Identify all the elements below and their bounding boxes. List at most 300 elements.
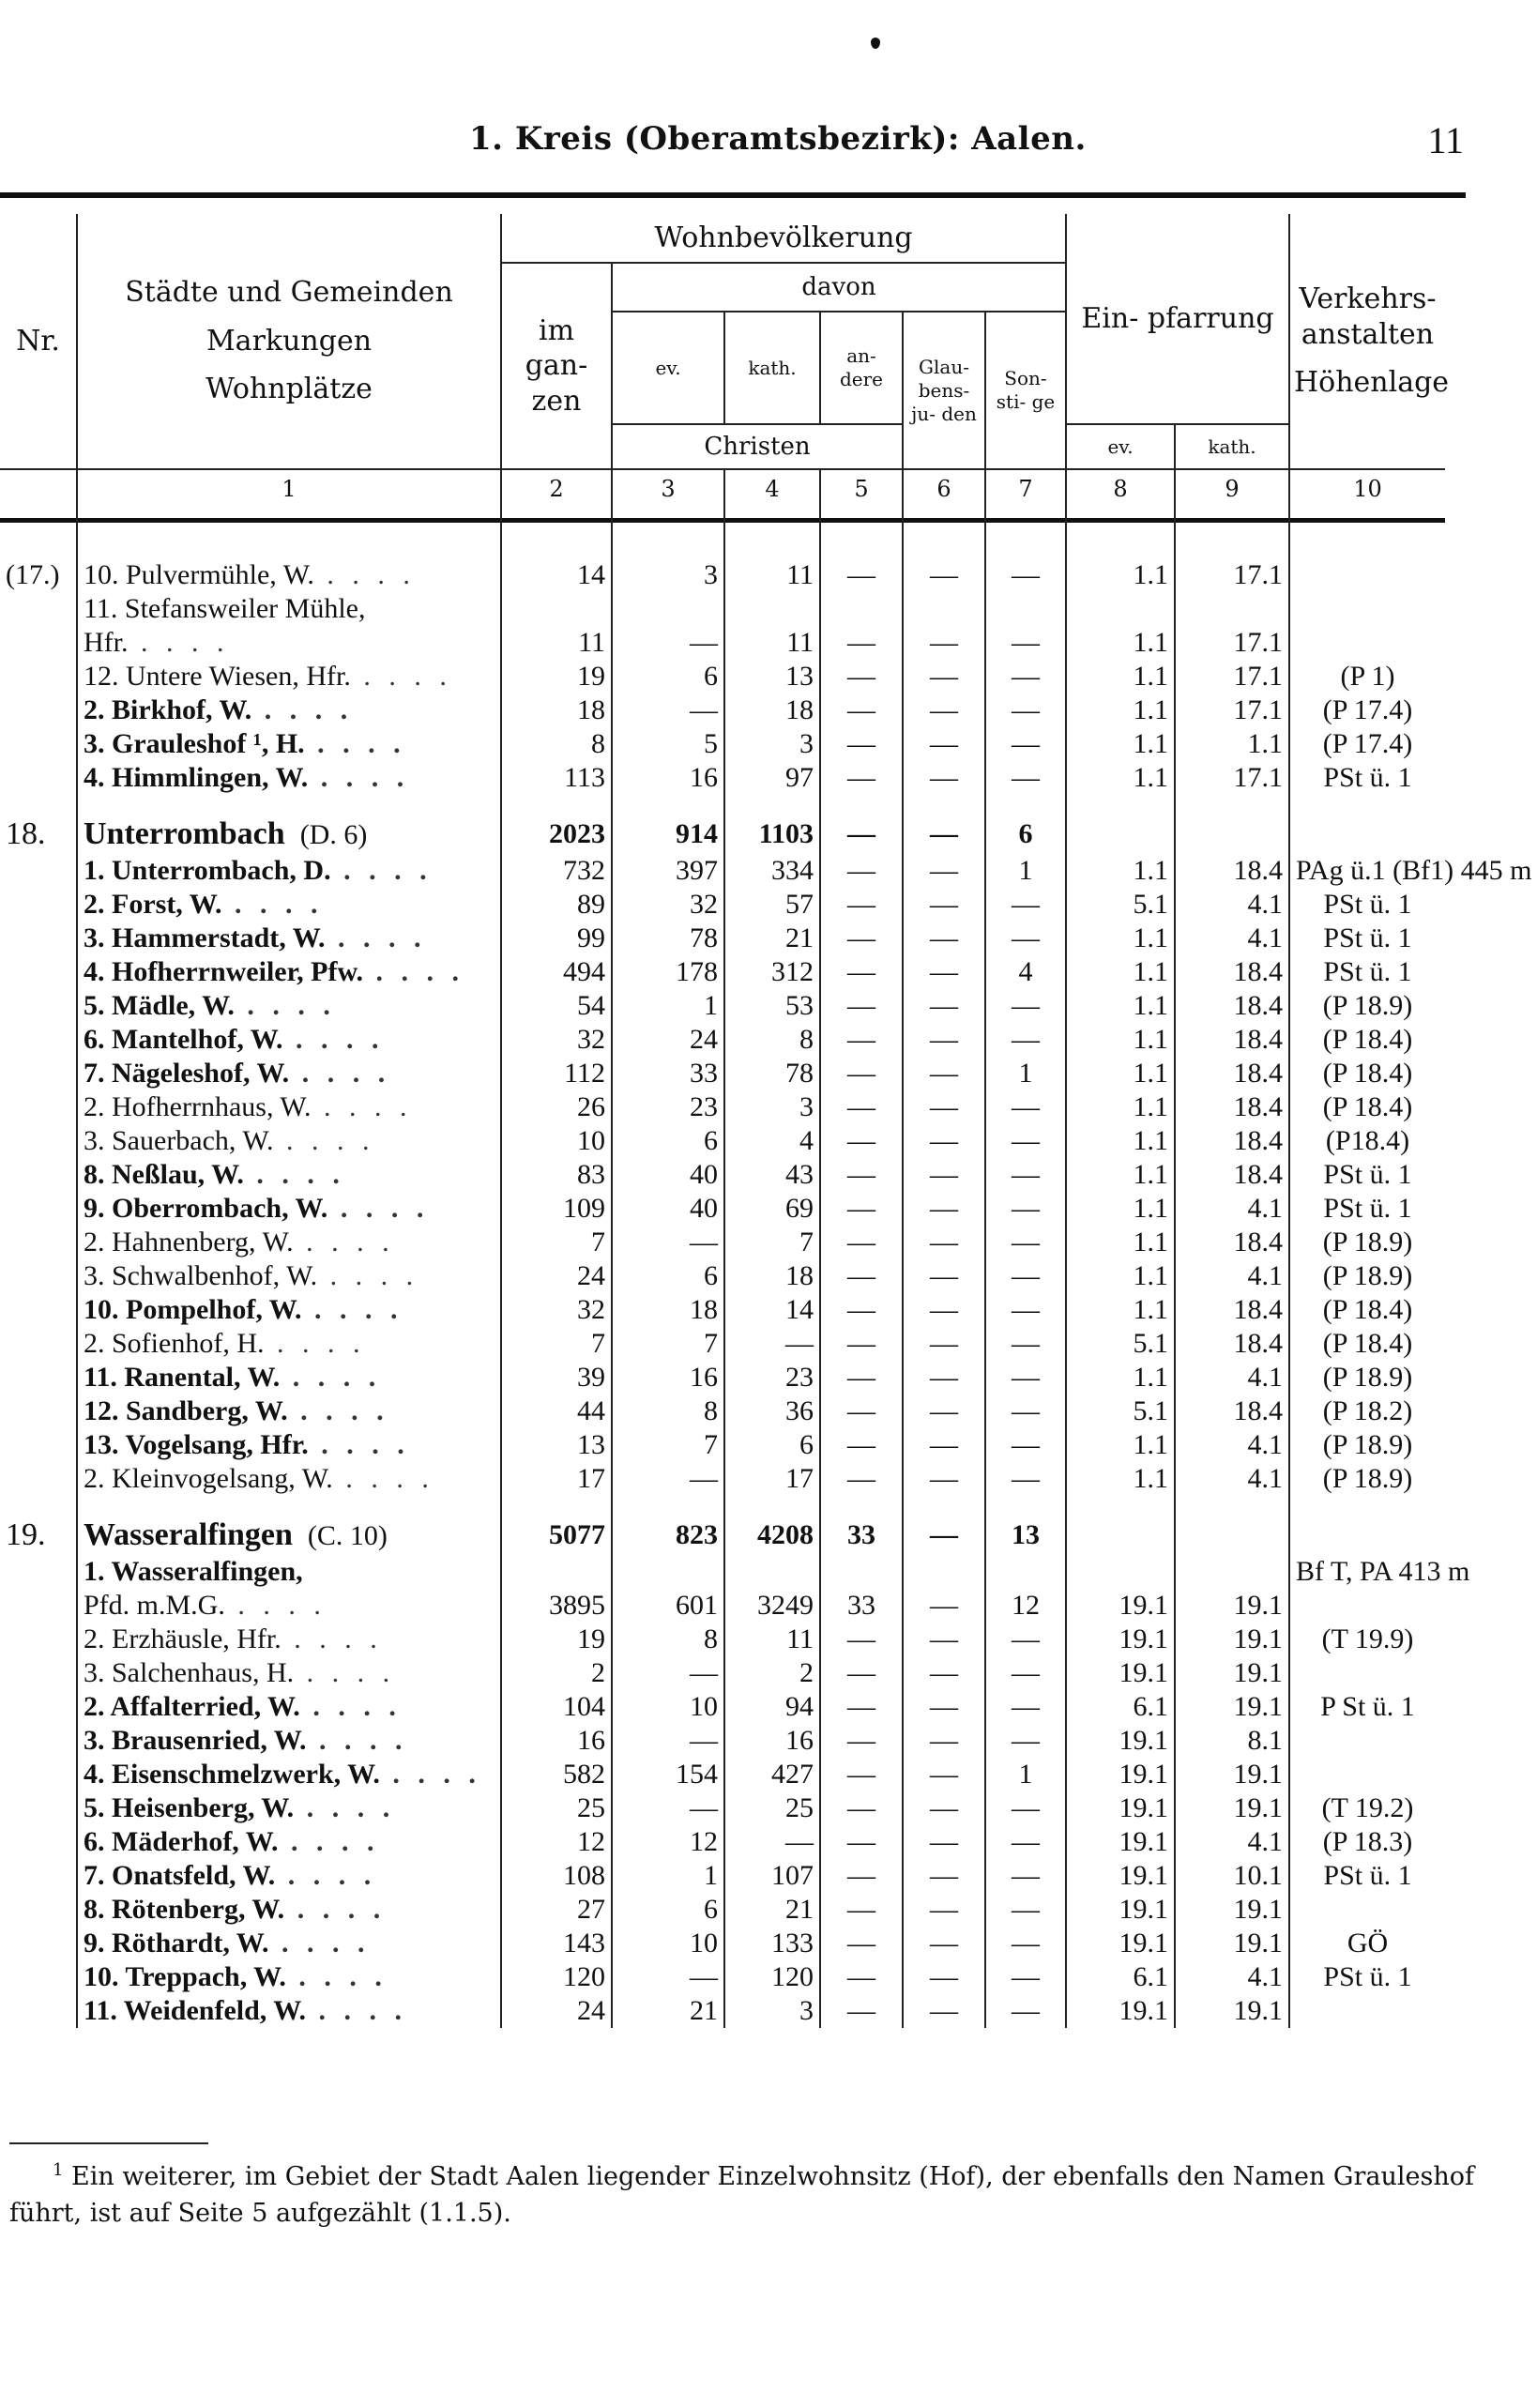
cell-sonst (985, 592, 1066, 626)
place-name: 4. Hofherrnweiler, Pfw. (84, 955, 363, 987)
cell-name (77, 1496, 501, 1555)
cell-verk: PSt ü. 1 (1289, 1859, 1445, 1893)
cell-nr: (17.) (6, 559, 60, 590)
table-row (0, 888, 1445, 922)
cell-ev: 154 (612, 1758, 724, 1791)
cell-pev (1066, 795, 1175, 854)
cell-andere: — (820, 888, 903, 922)
cell-sonst: — (985, 1893, 1066, 1927)
cell-juden: — (903, 1589, 985, 1623)
cell-ev: 3 (612, 508, 724, 592)
place-name: 7. Nägeleshof, W. (84, 1057, 290, 1089)
cell-ganzen: 27 (501, 1893, 612, 1927)
col-verkehr (1289, 214, 1450, 469)
cell-ev: 178 (612, 955, 724, 989)
cell-verk: PAg ü.1 (Bf1) 445 m (1289, 854, 1445, 888)
cell-juden: — (903, 508, 985, 592)
cell-juden: — (903, 1496, 985, 1555)
cell-andere: — (820, 1124, 903, 1158)
cell-verk (1289, 1893, 1445, 1927)
cell-sonst: — (985, 1428, 1066, 1462)
cell-sonst: — (985, 888, 1066, 922)
cell-name (77, 1293, 501, 1327)
cell-name (77, 1656, 501, 1690)
cell-pkath: 19.1 (1175, 1994, 1289, 2028)
cell-kath: 11 (724, 508, 820, 592)
col-einpf-ev: ev. (1066, 424, 1175, 469)
cell-verk: (P 18.9) (1289, 1462, 1445, 1496)
cell-juden: — (903, 1057, 985, 1090)
cell-ganzen (501, 592, 612, 626)
cell-juden: — (903, 1361, 985, 1395)
cell-name (77, 888, 501, 922)
cell-sonst: — (985, 1395, 1066, 1428)
cell-juden: — (903, 727, 985, 761)
cell-sonst: — (985, 727, 1066, 761)
cell-sonst: — (985, 1023, 1066, 1057)
cell-kath: — (724, 1327, 820, 1361)
cell-kath: 17 (724, 1462, 820, 1496)
col-names (77, 214, 501, 469)
leader-dots: . . . . (327, 1192, 430, 1224)
table-row (0, 1462, 1445, 1496)
cell-ev: 6 (612, 1259, 724, 1293)
cell-sonst: — (985, 1158, 1066, 1192)
place-name: 2. Hahnenberg, W. (84, 1226, 294, 1257)
cell-nr (0, 693, 77, 727)
cell-name (77, 955, 501, 989)
cell-verk (1289, 1589, 1445, 1623)
cell-sonst: — (985, 1724, 1066, 1758)
table-row (0, 693, 1445, 727)
table-row (0, 1327, 1445, 1361)
leader-dots: . . . . (264, 1327, 366, 1359)
cell-sonst: — (985, 1192, 1066, 1226)
cell-ev: 1 (612, 989, 724, 1023)
table-row (0, 1158, 1445, 1192)
cell-sonst: — (985, 1927, 1066, 1960)
col-christen: Christen (612, 424, 903, 469)
cell-ev: — (612, 1724, 724, 1758)
cell-name (77, 854, 501, 888)
cell-verk: P St ü. 1 (1289, 1690, 1445, 1724)
colnum-8: 8 (1066, 469, 1175, 508)
cell-kath: 78 (724, 1057, 820, 1090)
cell-nr (0, 1057, 77, 1090)
col-einpfarrung: Ein- pfarrung (1066, 214, 1289, 424)
cell-pev: 19.1 (1066, 1724, 1175, 1758)
cell-name (77, 508, 501, 592)
cell-andere: — (820, 1893, 903, 1927)
cell-verk: PSt ü. 1 (1289, 1158, 1445, 1192)
colnum-1: 1 (77, 469, 501, 508)
cell-pkath: 17.1 (1175, 626, 1289, 660)
cell-pev: 1.1 (1066, 693, 1175, 727)
cell-andere: — (820, 1428, 903, 1462)
table-row (0, 1927, 1445, 1960)
cell-sonst: — (985, 1090, 1066, 1124)
cell-juden: — (903, 1395, 985, 1428)
place-name: 3. Brausenried, W. (84, 1724, 307, 1756)
cell-kath: 1103 (724, 795, 820, 854)
cell-nr (0, 761, 77, 795)
cell-nr (0, 1158, 77, 1192)
cell-name (77, 1994, 501, 2028)
place-name: Unterrombach (84, 816, 285, 851)
footnote (9, 2158, 1483, 2232)
cell-verk: (P 18.9) (1289, 989, 1445, 1023)
cell-pkath: 10.1 (1175, 1859, 1289, 1893)
colnum-3: 3 (612, 469, 724, 508)
place-name: 11. Stefansweiler Mühle, (84, 593, 366, 624)
cell-kath: 3249 (724, 1589, 820, 1623)
place-name: Hfr. (84, 627, 129, 658)
cell-sonst: — (985, 1960, 1066, 1994)
table-row (0, 1555, 1445, 1589)
cell-sonst: — (985, 1994, 1066, 2028)
table-row (0, 1791, 1445, 1825)
leader-dots: . . . . (282, 1023, 385, 1055)
region-code: (C. 10) (307, 1519, 388, 1551)
cell-juden: — (903, 660, 985, 693)
cell-kath: 43 (724, 1158, 820, 1192)
place-name: Pfd. m.M.G. (84, 1589, 225, 1621)
table-row (0, 1428, 1445, 1462)
cell-pev: 19.1 (1066, 1859, 1175, 1893)
cell-verk (1289, 1724, 1445, 1758)
cell-ganzen: 2 (501, 1656, 612, 1690)
cell-verk: (P 18.4) (1289, 1057, 1445, 1090)
cell-pev: 5.1 (1066, 1327, 1175, 1361)
cell-pev: 5.1 (1066, 1395, 1175, 1428)
cell-name (77, 1859, 501, 1893)
table-body (0, 508, 1532, 2028)
cell-juden: — (903, 1293, 985, 1327)
cell-nr: 18. (6, 816, 46, 851)
cell-sonst: 4 (985, 955, 1066, 989)
place-name: 11. Ranental, W. (84, 1361, 281, 1393)
cell-juden: — (903, 1724, 985, 1758)
cell-kath: 3 (724, 1994, 820, 2028)
leader-dots: . . . . (306, 1724, 408, 1756)
cell-kath: 36 (724, 1395, 820, 1428)
cell-name (77, 592, 501, 626)
cell-andere: — (820, 1259, 903, 1293)
cell-verk (1289, 1758, 1445, 1791)
cell-kath: 133 (724, 1927, 820, 1960)
cell-ev: — (612, 1226, 724, 1259)
cell-andere: — (820, 955, 903, 989)
leader-dots: . . . . (293, 1226, 395, 1257)
leader-dots: . . . . (304, 728, 406, 759)
column-numbers (0, 469, 1445, 508)
leader-dots: . . . . (332, 1462, 434, 1494)
table-row (0, 1724, 1445, 1758)
footnote-marker: 1 (53, 2160, 64, 2180)
cell-sonst: — (985, 1623, 1066, 1656)
cell-ganzen: 7 (501, 1327, 612, 1361)
cell-ev: 6 (612, 660, 724, 693)
cell-kath: 427 (724, 1758, 820, 1791)
cell-kath: 4 (724, 1124, 820, 1158)
cell-pev: 1.1 (1066, 1158, 1175, 1192)
cell-pkath: 18.4 (1175, 1327, 1289, 1361)
cell-pkath: 1.1 (1175, 727, 1289, 761)
place-name: Wasseralfingen (84, 1516, 293, 1552)
col-staedte: Städte und Gemeinden (125, 276, 453, 310)
table-row (0, 1758, 1445, 1791)
cell-andere: — (820, 761, 903, 795)
cell-juden: — (903, 1859, 985, 1893)
census-table (0, 214, 1532, 2028)
col-hoehenlage: Höhenlage (1294, 366, 1450, 400)
cell-pev: 1.1 (1066, 1462, 1175, 1496)
cell-andere: — (820, 1690, 903, 1724)
cell-pev (1066, 592, 1175, 626)
table-row (0, 761, 1445, 795)
cell-ev: 40 (612, 1158, 724, 1192)
cell-name (77, 795, 501, 854)
place-name: 10. Pompelhof, W. (84, 1293, 302, 1325)
cell-verk: (P 18.4) (1289, 1327, 1445, 1361)
cell-ganzen: 109 (501, 1192, 612, 1226)
leader-dots: . . . . (313, 559, 416, 590)
cell-name (77, 761, 501, 795)
cell-ev: 6 (612, 1124, 724, 1158)
cell-juden: — (903, 922, 985, 955)
table-row (0, 1589, 1445, 1623)
cell-pev: 1.1 (1066, 626, 1175, 660)
cell-sonst: 6 (985, 795, 1066, 854)
cell-kath: 6 (724, 1428, 820, 1462)
place-name: 9. Oberrombach, W. (84, 1192, 328, 1224)
cell-kath: 8 (724, 1023, 820, 1057)
cell-juden: — (903, 1428, 985, 1462)
cell-name (77, 1690, 501, 1724)
colnum-blank (0, 469, 77, 508)
cell-juden: — (903, 1927, 985, 1960)
cell-andere: — (820, 795, 903, 854)
cell-ganzen (501, 1555, 612, 1589)
cell-nr (0, 1825, 77, 1859)
place-name: 3. Grauleshof ¹, H. (84, 728, 305, 759)
leader-dots: . . . . (251, 694, 354, 725)
cell-nr (0, 1758, 77, 1791)
cell-andere: — (820, 1960, 903, 1994)
table-row (0, 508, 1445, 592)
leader-dots: . . . . (294, 1656, 396, 1688)
leader-dots: . . . . (330, 854, 433, 886)
cell-nr: 19. (6, 1516, 46, 1552)
leader-dots: . . . . (306, 1994, 408, 2026)
leader-dots: . . . . (234, 989, 336, 1021)
cell-sonst: — (985, 1462, 1066, 1496)
cell-sonst: 1 (985, 854, 1066, 888)
cell-ganzen: 18 (501, 693, 612, 727)
cell-name (77, 1893, 501, 1927)
cell-juden: — (903, 1158, 985, 1192)
place-name: 5. Mädle, W. (84, 989, 235, 1021)
cell-andere: — (820, 626, 903, 660)
table-row (0, 1623, 1445, 1656)
cell-andere: — (820, 1623, 903, 1656)
cell-name (77, 1724, 501, 1758)
cell-andere: — (820, 660, 903, 693)
top-rule (0, 192, 1466, 198)
leader-dots: . . . . (221, 888, 324, 920)
cell-kath: 7 (724, 1226, 820, 1259)
cell-nr (0, 922, 77, 955)
cell-pev: 1.1 (1066, 1124, 1175, 1158)
table-row (0, 660, 1445, 693)
place-name: 2. Forst, W. (84, 888, 222, 920)
table-row (0, 1192, 1445, 1226)
cell-juden: — (903, 761, 985, 795)
cell-juden: — (903, 1462, 985, 1496)
cell-pkath: 18.4 (1175, 1226, 1289, 1259)
leader-dots: . . . . (281, 1623, 383, 1654)
page-header (0, 113, 1537, 169)
cell-ganzen: 494 (501, 955, 612, 989)
cell-pev: 1.1 (1066, 854, 1175, 888)
cell-juden: — (903, 955, 985, 989)
cell-pkath: 4.1 (1175, 1428, 1289, 1462)
cell-sonst: — (985, 761, 1066, 795)
table-row (0, 592, 1445, 626)
table-row (0, 1960, 1445, 1994)
cell-ganzen: 143 (501, 1927, 612, 1960)
cell-sonst: — (985, 1825, 1066, 1859)
cell-juden: — (903, 1791, 985, 1825)
cell-nr (0, 1395, 77, 1428)
cell-andere: — (820, 1927, 903, 1960)
cell-ev: 23 (612, 1090, 724, 1124)
col-kath: kath. (724, 312, 820, 424)
cell-ganzen: 8 (501, 727, 612, 761)
cell-ganzen: 14 (501, 508, 612, 592)
cell-andere: — (820, 1791, 903, 1825)
region-code: (D. 6) (299, 819, 368, 850)
colnum-2: 2 (501, 469, 612, 508)
cell-nr (0, 888, 77, 922)
table-row (0, 1226, 1445, 1259)
cell-pkath: 18.4 (1175, 1124, 1289, 1158)
cell-pkath: 19.1 (1175, 1893, 1289, 1927)
place-name: 1. Wasseralfingen, (84, 1555, 303, 1587)
cell-nr (0, 1690, 77, 1724)
col-ev: ev. (612, 312, 724, 424)
leader-dots: . . . . (325, 922, 427, 953)
cell-nr (0, 1927, 77, 1960)
cell-verk: (P18.4) (1289, 1124, 1445, 1158)
cell-verk: PSt ü. 1 (1289, 761, 1445, 795)
leader-dots: . . . . (294, 1791, 396, 1823)
colnum-7: 7 (985, 469, 1066, 508)
cell-juden: — (903, 1124, 985, 1158)
cell-pkath: 18.4 (1175, 1293, 1289, 1327)
cell-verk: PSt ü. 1 (1289, 1192, 1445, 1226)
cell-ganzen: 39 (501, 1361, 612, 1395)
col-einpf-kath: kath. (1175, 424, 1289, 469)
cell-pkath: 4.1 (1175, 1825, 1289, 1859)
cell-nr (0, 1589, 77, 1623)
place-name: 2. Kleinvogelsang, W. (84, 1462, 333, 1494)
cell-name (77, 727, 501, 761)
cell-name (77, 626, 501, 660)
cell-kath: 107 (724, 1859, 820, 1893)
cell-juden: — (903, 1259, 985, 1293)
footnote-text: Ein weiterer, im Gebiet der Stadt Aalen liegender Einzelwohnsitz (Hof), der ebenfalls den Namen Grauleshof führt, ist auf Seite 5 aufgezählt (1.1.5). (9, 2162, 1475, 2229)
cell-sonst: — (985, 1226, 1066, 1259)
place-name: 3. Hammerstadt, W. (84, 922, 326, 953)
cell-verk (1289, 795, 1445, 854)
cell-sonst: — (985, 1327, 1066, 1361)
cell-name (77, 1791, 501, 1825)
cell-name (77, 1057, 501, 1090)
cell-pkath: 17.1 (1175, 660, 1289, 693)
cell-nr (0, 1623, 77, 1656)
cell-name (77, 1327, 501, 1361)
cell-juden: — (903, 1327, 985, 1361)
table-row (0, 626, 1445, 660)
leader-dots: . . . . (275, 1859, 377, 1891)
cell-ganzen: 13 (501, 1428, 612, 1462)
cell-verk: (P 18.9) (1289, 1361, 1445, 1395)
cell-name (77, 1192, 501, 1226)
cell-juden: — (903, 854, 985, 888)
cell-ganzen: 2023 (501, 795, 612, 854)
cell-andere: — (820, 922, 903, 955)
leader-dots: . . . . (350, 661, 452, 692)
leader-dots: . . . . (278, 1825, 380, 1857)
cell-pev: 1.1 (1066, 1023, 1175, 1057)
cell-pev: 19.1 (1066, 1927, 1175, 1960)
cell-ev: — (612, 1960, 724, 1994)
cell-pkath: 17.1 (1175, 761, 1289, 795)
cell-verk: (P 18.9) (1289, 1259, 1445, 1293)
colnum-5: 5 (820, 469, 903, 508)
table-row (0, 1893, 1445, 1927)
cell-verk: (P 1) (1289, 660, 1445, 693)
cell-verk (1289, 1496, 1445, 1555)
cell-ganzen: 113 (501, 761, 612, 795)
cell-pev: 1.1 (1066, 508, 1175, 592)
cell-pkath: 18.4 (1175, 989, 1289, 1023)
cell-juden: — (903, 1226, 985, 1259)
cell-pev: 19.1 (1066, 1791, 1175, 1825)
cell-juden: — (903, 1023, 985, 1057)
table-row (0, 989, 1445, 1023)
cell-verk: Bf T, PA 413 m (1289, 1555, 1445, 1589)
cell-andere: — (820, 1192, 903, 1226)
place-name: 12. Sandberg, W. (84, 1395, 288, 1426)
cell-pkath (1175, 592, 1289, 626)
cell-ganzen: 25 (501, 1791, 612, 1825)
cell-verk: (T 19.2) (1289, 1791, 1445, 1825)
cell-kath: 94 (724, 1690, 820, 1724)
place-name: 4. Himmlingen, W. (84, 762, 309, 793)
cell-ganzen: 112 (501, 1057, 612, 1090)
cell-name (77, 1825, 501, 1859)
cell-andere: — (820, 989, 903, 1023)
cell-nr (0, 1960, 77, 1994)
cell-kath: 13 (724, 660, 820, 693)
cell-juden: — (903, 626, 985, 660)
cell-pev (1066, 1496, 1175, 1555)
cell-andere (820, 592, 903, 626)
leader-dots: . . . . (317, 1259, 419, 1291)
cell-verk: (P 18.2) (1289, 1395, 1445, 1428)
